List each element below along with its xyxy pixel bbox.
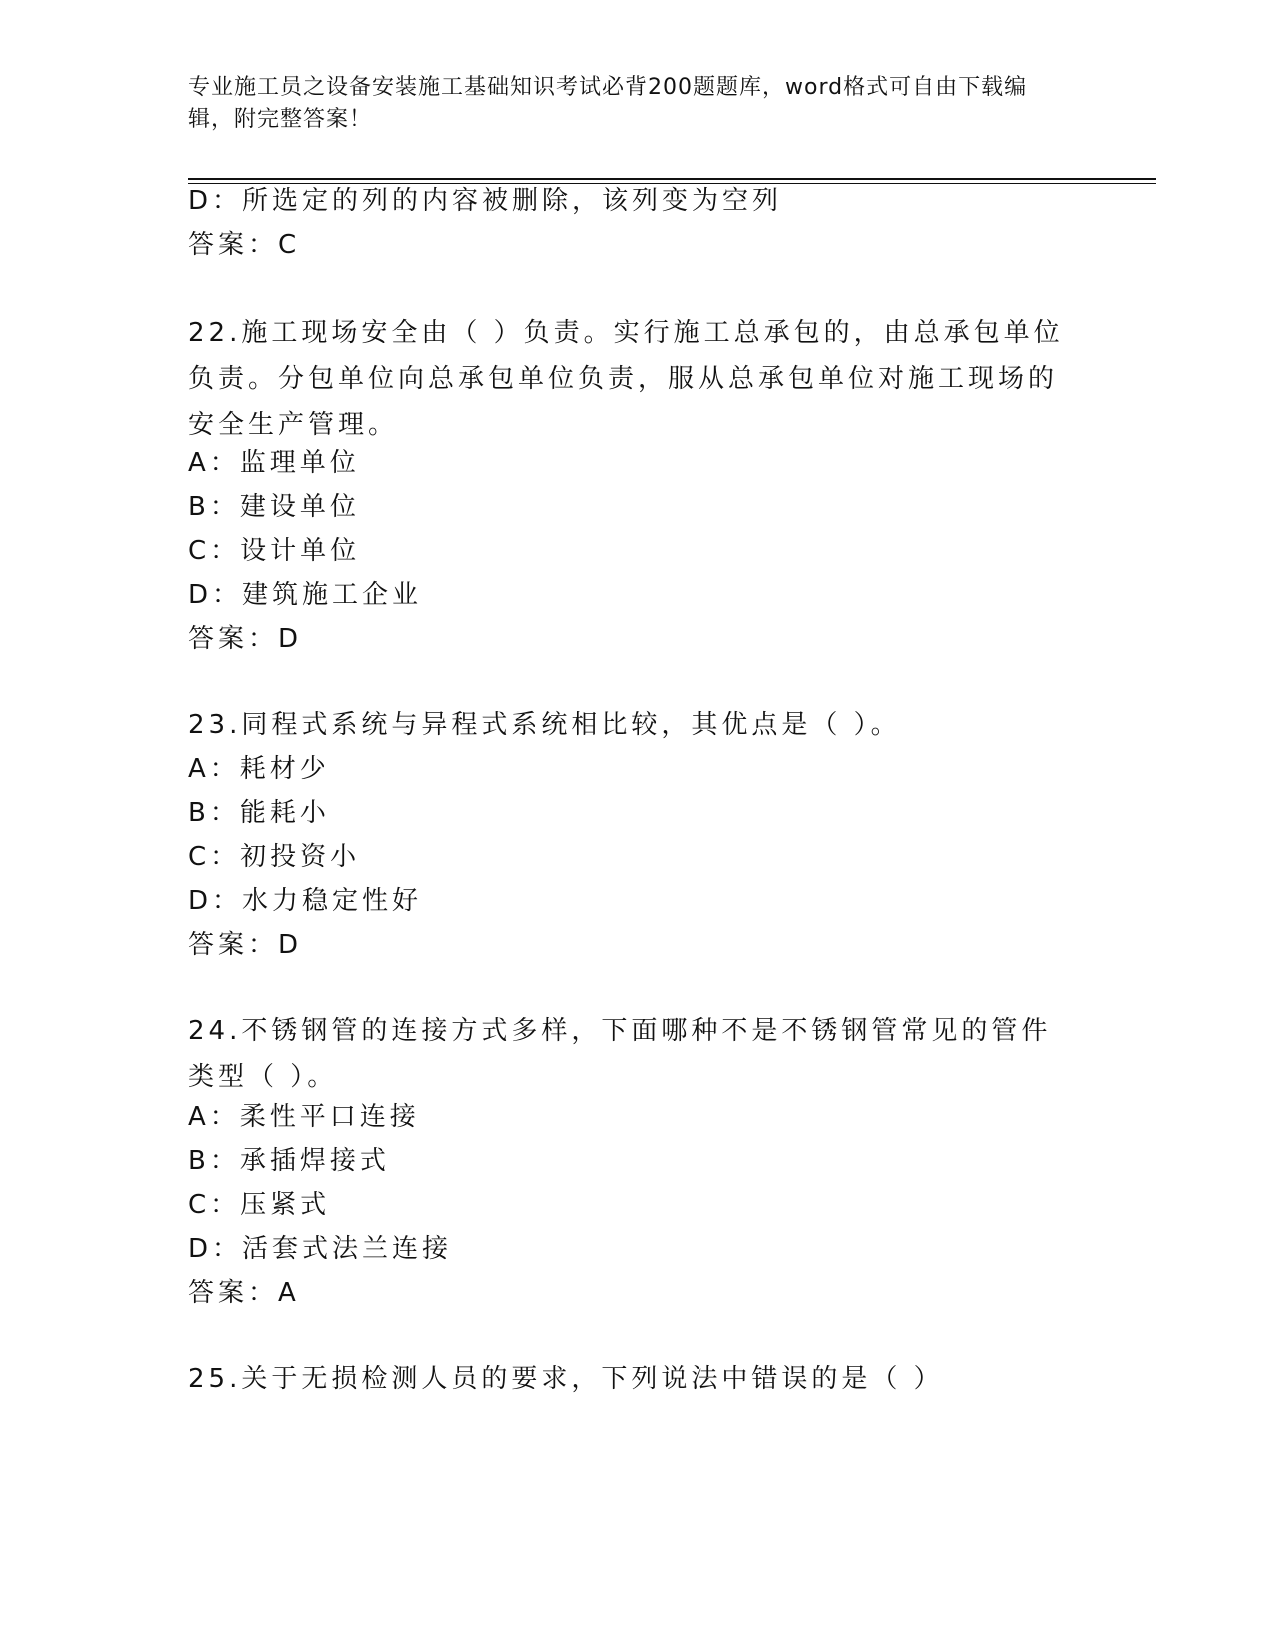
document-header: 专业施工员之设备安装施工基础知识考试必背200题题库，word格式可自由下载编辑，附完整答案！ <box>188 75 1028 132</box>
question-22-option-d: D：建筑施工企业 <box>188 580 423 610</box>
prev-option-d: D：所选定的列的内容被删除，该列变为空列 <box>188 186 783 216</box>
question-24-option-a: A：柔性平口连接 <box>188 1102 420 1132</box>
question-23-option-d: D：水力稳定性好 <box>188 886 423 916</box>
question-23-answer: 答案：D <box>188 930 303 960</box>
question-22-option-c: C：设计单位 <box>188 536 361 566</box>
question-24-option-b: B：承插焊接式 <box>188 1146 390 1176</box>
question-22-option-b: B：建设单位 <box>188 492 360 522</box>
question-25-text: 25.关于无损检测人员的要求，下列说法中错误的是（ ） <box>188 1364 944 1394</box>
question-23-option-c: C：初投资小 <box>188 842 361 872</box>
question-22-option-a: A：监理单位 <box>188 448 360 478</box>
question-24-option-d: D：活套式法兰连接 <box>188 1234 453 1264</box>
question-24-text: 24.不锈钢管的连接方式多样，下面哪种不是不锈钢管常见的管件类型（ ）。 <box>188 1016 1052 1092</box>
question-23-text: 23.同程式系统与异程式系统相比较，其优点是（ ）。 <box>188 710 901 740</box>
question-22-answer: 答案：D <box>188 624 303 654</box>
question-23-option-a: A：耗材少 <box>188 754 330 784</box>
question-24-answer: 答案：A <box>188 1278 300 1308</box>
prev-answer: 答案：C <box>188 230 301 260</box>
question-23-option-b: B：能耗小 <box>188 798 330 828</box>
question-24-option-c: C：压紧式 <box>188 1190 331 1220</box>
question-22-text: 22.施工现场安全由（ ）负责。实行施工总承包的，由总承包单位负责。分包单位向总承包单位负责，服从总承包单位对施工现场的安全生产管理。 <box>188 318 1064 440</box>
